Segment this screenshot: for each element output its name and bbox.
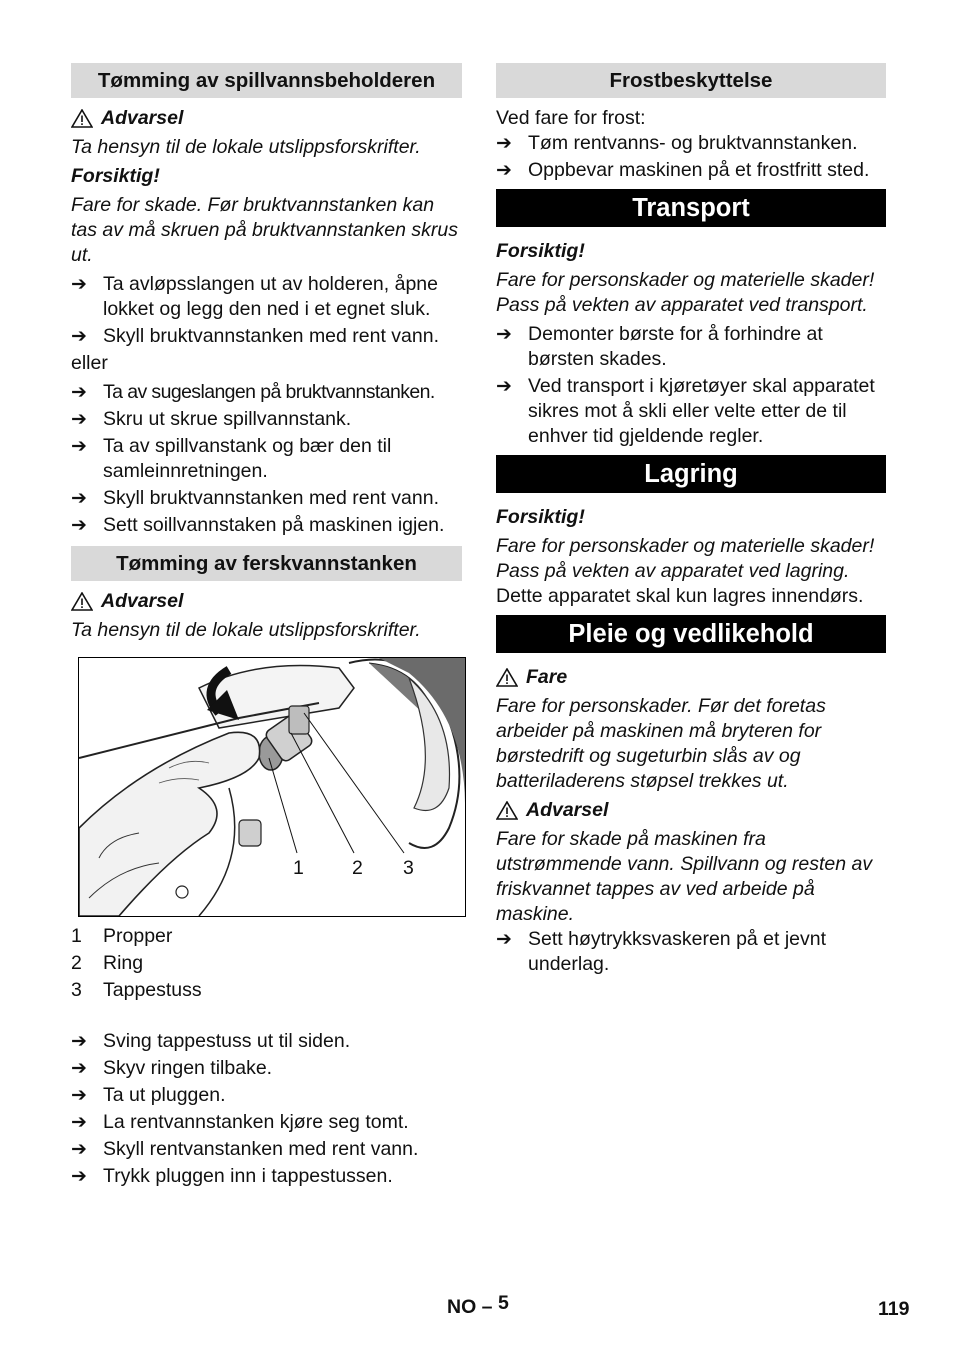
legend-item: 2 Ring	[71, 952, 144, 974]
warning-triangle-icon	[71, 592, 93, 611]
danger-text: Fare for personskader. Før det foretas arbeider på maskinen må bryteren for børstedrift og sugeturbin slås av og batteriladerens støpsel trekkes ut.	[496, 695, 826, 792]
step-item: ➔ Ta av spillvanstank og bær den til samleinnretningen.	[71, 435, 392, 482]
left-column	[71, 63, 462, 1191]
step-item: ➔ Ta ut pluggen.	[71, 1084, 226, 1106]
step-item: ➔ Oppbevar maskinen på et frostfritt sted.	[496, 159, 870, 181]
warning-title: Advarsel	[526, 799, 609, 821]
arrow-right-icon: ➔	[496, 160, 512, 181]
footer-section-code: NO – 5	[447, 1292, 509, 1318]
legend-item: 1 Propper	[71, 925, 173, 947]
heading-empty-fresh-tank: Tømming av ferskvannstanken	[71, 546, 462, 581]
page-number: 119	[878, 1298, 910, 1320]
danger-note	[496, 665, 886, 690]
step-item: ➔ Skyv ringen tilbake.	[71, 1057, 273, 1079]
legend-item: 3 Tappestuss	[71, 979, 202, 1001]
arrow-right-icon: ➔	[71, 436, 87, 457]
warning-note	[496, 798, 886, 823]
figure-label: 1	[293, 857, 304, 879]
step-item: ➔ Skyll bruktvannstanken med rent vann.	[71, 325, 440, 347]
caution-text: Fare for skade. Før bruktvannstanken kan tas av må skruen på bruktvannstanken skrus ut.	[71, 194, 458, 266]
warning-title: Advarsel	[101, 590, 184, 612]
step-item: ➔ La rentvannstanken kjøre seg tomt.	[71, 1111, 409, 1133]
step-item: ➔ Ved transport i kjøretøyer skal apparatet sikres mot å skli eller velte etter de til enhver tid gjeldende regler.	[496, 375, 875, 447]
arrow-right-icon: ➔	[496, 324, 512, 345]
warning-note	[71, 106, 462, 131]
arrow-right-icon: ➔	[71, 326, 87, 347]
right-column	[496, 63, 886, 979]
drain-plug-illustration	[78, 657, 466, 917]
figure-label: 3	[403, 857, 414, 879]
warning-title: Advarsel	[101, 107, 184, 129]
caution-text: Fare for personskader og materielle skader! Pass på vekten av apparatet ved transport.	[496, 269, 875, 316]
step-item: ➔ Sett høytrykksvaskeren på et jevnt underlag.	[496, 928, 827, 975]
or-text: eller	[71, 352, 108, 374]
step-item: ➔ Demonter børste for å forhindre at børsten skades.	[496, 323, 823, 370]
caution-title: Forsiktig!	[496, 240, 585, 262]
step-item: ➔ Skru ut skrue spillvannstank.	[71, 408, 352, 430]
arrow-right-icon: ➔	[71, 488, 87, 509]
step-item: ➔ Skyll bruktvannstanken med rent vann.	[71, 487, 440, 509]
warning-triangle-icon	[71, 109, 93, 128]
arrow-right-icon: ➔	[496, 929, 512, 950]
warning-triangle-icon	[496, 801, 518, 820]
arrow-right-icon: ➔	[71, 1085, 87, 1106]
step-item: ➔ Ta avløpsslangen ut av holderen, åpne lokket og legg den ned i et egnet sluk.	[71, 273, 438, 320]
step-item: ➔ Ta av sugeslangen på bruktvannstanken.	[71, 381, 435, 403]
arrow-right-icon: ➔	[71, 1058, 87, 1079]
heading-care-maintenance: Pleie og vedlikehold	[496, 615, 886, 653]
caution-text: Fare for personskader og materielle skader! Pass på vekten av apparatet ved lagring.	[496, 535, 875, 582]
heading-empty-waste-tank: Tømming av spillvannsbeholderen	[71, 63, 462, 98]
heading-transport: Transport	[496, 189, 886, 227]
step-item: ➔ Trykk pluggen inn i tappestussen.	[71, 1165, 393, 1187]
storage-text: Dette apparatet skal kun lagres innendørs.	[496, 585, 864, 607]
heading-storage: Lagring	[496, 455, 886, 493]
arrow-right-icon: ➔	[71, 1031, 87, 1052]
arrow-right-icon: ➔	[71, 409, 87, 430]
warning-triangle-icon	[496, 668, 518, 687]
caution-title: Forsiktig!	[71, 165, 160, 187]
warning-text: Fare for skade på maskinen fra utstrømmende vann. Spillvann og resten av friskvannet tappes av ved arbeide på maskine.	[496, 828, 873, 925]
arrow-right-icon: ➔	[496, 376, 512, 397]
arrow-right-icon: ➔	[71, 1166, 87, 1187]
arrow-right-icon: ➔	[71, 515, 87, 536]
step-item: ➔ Sett soillvannstaken på maskinen igjen.	[71, 514, 445, 536]
warning-text: Ta hensyn til de lokale utslippsforskrifter.	[71, 136, 421, 158]
arrow-right-icon: ➔	[71, 1139, 87, 1160]
warning-note	[71, 589, 462, 614]
heading-frost-protection: Frostbeskyttelse	[496, 63, 886, 98]
step-item: ➔ Tøm rentvanns- og bruktvannstanken.	[496, 132, 858, 154]
danger-title: Fare	[526, 666, 568, 688]
step-item: ➔ Skyll rentvanstanken med rent vann.	[71, 1138, 419, 1160]
frost-intro: Ved fare for frost:	[496, 107, 646, 129]
warning-text: Ta hensyn til de lokale utslippsforskrifter.	[71, 619, 421, 641]
arrow-right-icon: ➔	[71, 382, 87, 403]
arrow-right-icon: ➔	[496, 133, 512, 154]
figure-label: 2	[352, 857, 363, 879]
step-item: ➔ Sving tappestuss ut til siden.	[71, 1030, 351, 1052]
caution-title: Forsiktig!	[496, 506, 585, 528]
arrow-right-icon: ➔	[71, 1112, 87, 1133]
arrow-right-icon: ➔	[71, 274, 87, 295]
